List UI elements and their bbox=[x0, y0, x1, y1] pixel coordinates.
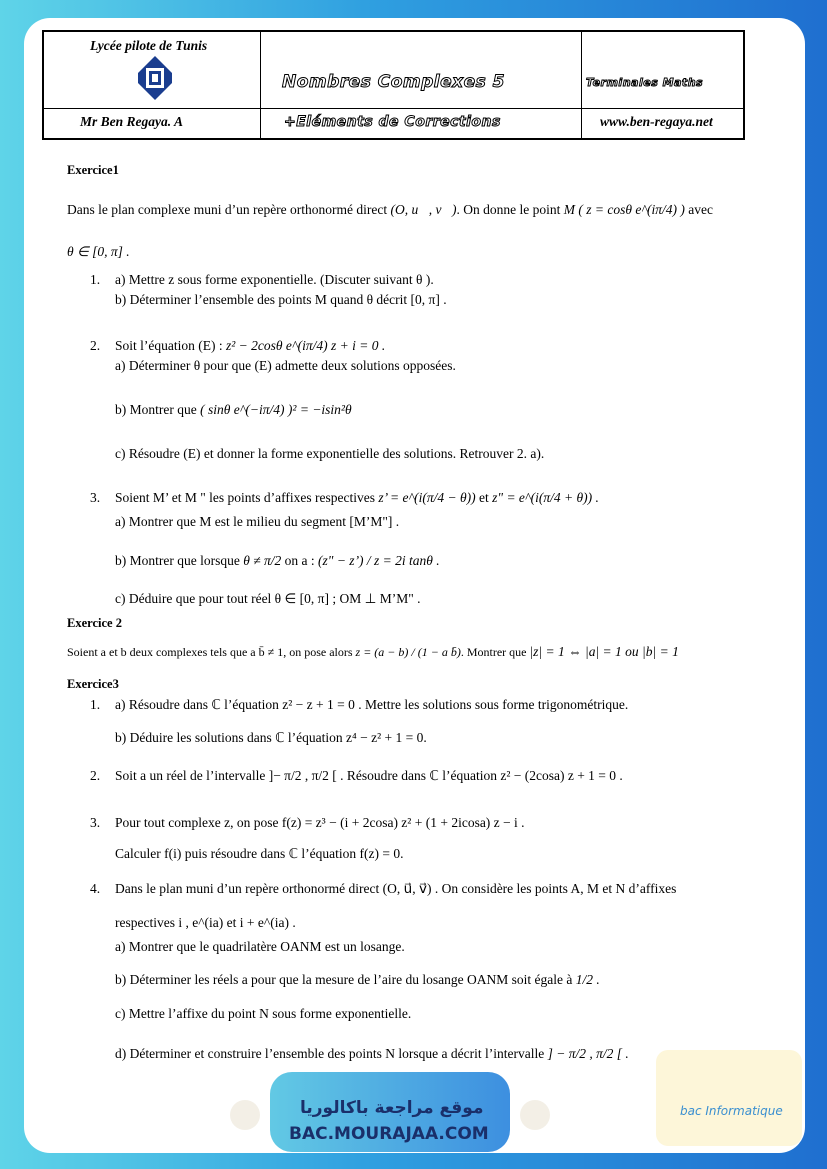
footer-site-link[interactable]: BAC.MOURAJAA.COM bbox=[289, 1124, 489, 1144]
ex1-q3a: a) Montrer que M est le milieu du segment [M’M"] . bbox=[115, 514, 400, 529]
ex2-text: Soient a et b deux complexes tels que a b̄ ≠ 1, on pose alors z = (a − b) / (1 − a b̄). Montrer que |z| = 1 ⇔ |a| = 1 ou |b| = 1 bbox=[67, 644, 679, 659]
ex3-q4-affixes: respectives i , e^(ia) et i + e^(ia) . bbox=[115, 915, 296, 930]
ex1-q3c: c) Déduire que pour tout réel θ ∈ [0, π] ; OM ⊥ M’M" . bbox=[115, 591, 421, 606]
ex3-q3b: Calculer f(i) puis résoudre dans ℂ l’équation f(z) = 0. bbox=[115, 846, 404, 861]
ex3-heading: Exercice3 bbox=[67, 677, 119, 691]
ex3-q4b: b) Déterminer les réels a pour que la mesure de l’aire du losange OANM soit égale à 1/2 . bbox=[115, 972, 600, 987]
ex1-heading: Exercice1 bbox=[67, 163, 119, 177]
level-label: Terminales Maths bbox=[586, 76, 704, 89]
ex1-q2a: a) Déterminer θ pour que (E) admette deux solutions opposées. bbox=[115, 358, 456, 373]
ex3-q3a: Pour tout complexe z, on pose f(z) = z³ − (i + 2cosa) z² + (1 + 2icosa) z − i . bbox=[115, 815, 525, 830]
footer-arabic-title: موقع مراجعة باكالوريا bbox=[300, 1098, 484, 1118]
ex3-q4a: a) Montrer que le quadrilatère OANM est un losange. bbox=[115, 939, 405, 954]
document-title: Nombres Complexes 5 bbox=[282, 72, 505, 92]
school-name: Lycée pilote de Tunis bbox=[90, 38, 208, 53]
ex1-q2c: c) Résoudre (E) et donner la forme exponentielle des solutions. Retrouver 2. a). bbox=[115, 446, 545, 461]
teacher-name: Mr Ben Regaya. A bbox=[80, 114, 184, 129]
ex2-heading: Exercice 2 bbox=[67, 616, 122, 630]
ex3-q1a: a) Résoudre dans ℂ l’équation z² − z + 1 = 0 . Mettre les solutions sous forme trigonométrique. bbox=[115, 697, 629, 712]
ex1-q3b: b) Montrer que lorsque θ ≠ π/2 on a : (z" − z’) / z = 2i tanθ . bbox=[115, 553, 440, 568]
ex3-q4: Dans le plan muni d’un repère orthonormé direct (O, u⃗, v⃗) . On considère les points A, M et N d’affixes bbox=[115, 881, 677, 896]
ex3-q1b: b) Déduire les solutions dans ℂ l’équation z⁴ − z² + 1 = 0. bbox=[115, 730, 427, 745]
header-table bbox=[42, 30, 745, 140]
bac-informatique-badge bbox=[656, 1050, 802, 1146]
ex1-q1b: b) Déterminer l’ensemble des points M quand θ décrit [0, π] . bbox=[115, 292, 447, 307]
ex1-q2: Soit l’équation (E) : z² − 2cosθ e^(iπ/4) z + i = 0 . bbox=[115, 338, 386, 353]
ex1-q2b: b) Montrer que ( sinθ e^(−iπ/4) )² = −isin²θ bbox=[115, 402, 352, 417]
ex1-intro: Dans le plan complexe muni d’un repère orthonormé direct (O, u⃗, v⃗). On donne le point M ( z = cosθ e^(iπ/4) ) avec bbox=[67, 202, 714, 217]
book-logo-icon-right bbox=[520, 1100, 550, 1130]
ex1-q3: Soient M’ et M " les points d’affixes respectives z’ = e^(i(π/4 − θ)) et z" = e^(i(π/4 + θ)) . bbox=[115, 490, 599, 505]
ex3-q2: Soit a un réel de l’intervalle ]− π/2 , π/2 [ . Résoudre dans ℂ l’équation z² − (2cosa) z + 1 = 0 . bbox=[115, 768, 623, 783]
book-logo-icon bbox=[230, 1100, 260, 1130]
ex1-q1a: a) Mettre z sous forme exponentielle. (Discuter suivant θ ). bbox=[115, 272, 434, 287]
school-logo-icon bbox=[138, 56, 172, 100]
ex3-q4d: d) Déterminer et construire l’ensemble des points N lorsque a décrit l’intervalle ] − π/2 , π/2 [ . bbox=[115, 1046, 629, 1061]
theta-range: θ ∈ [0, π] . bbox=[67, 244, 130, 259]
document-subtitle: +Eléments de Corrections bbox=[284, 114, 501, 130]
website-link[interactable]: www.ben-regaya.net bbox=[600, 114, 713, 129]
ex3-q4c: c) Mettre l’affixe du point N sous forme exponentielle. bbox=[115, 1006, 412, 1021]
badge-label: bac Informatique bbox=[680, 1104, 783, 1118]
